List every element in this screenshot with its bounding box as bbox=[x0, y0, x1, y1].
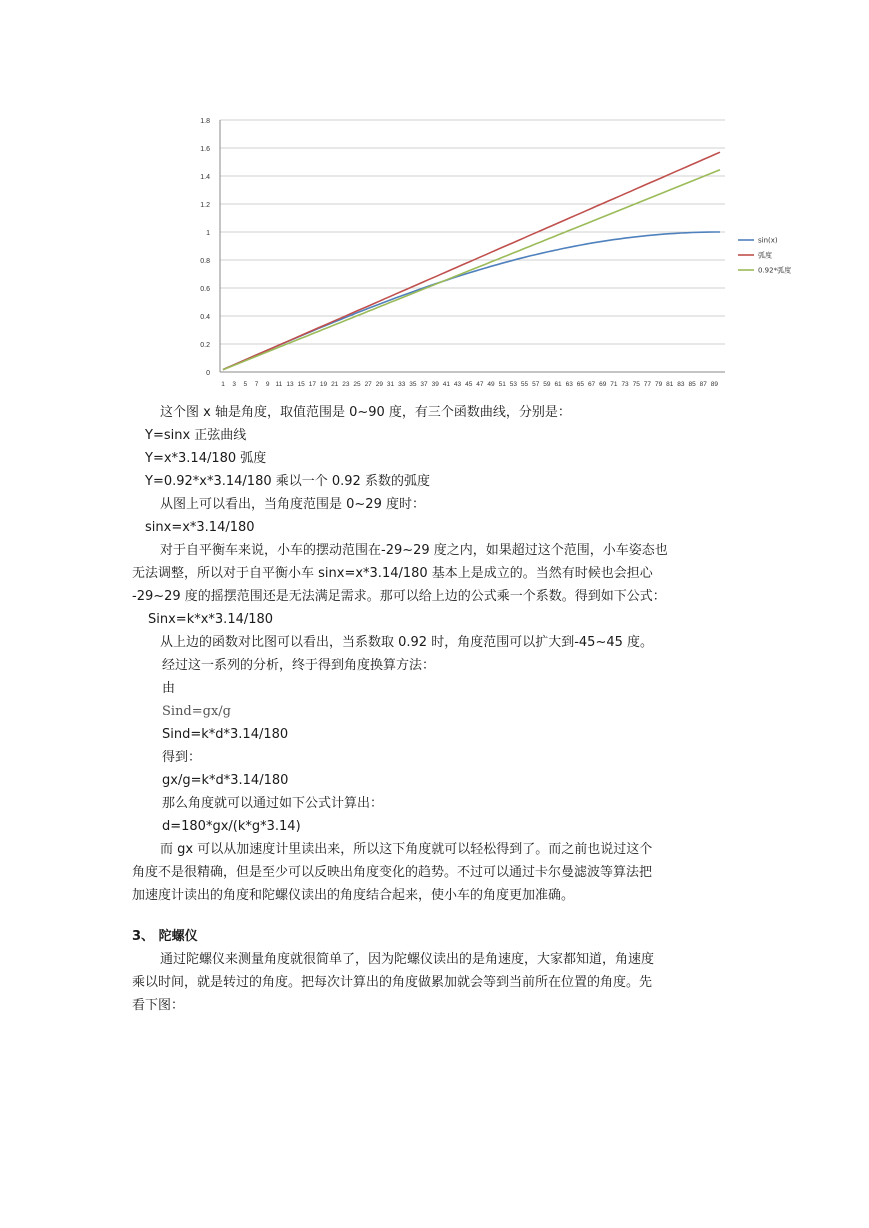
x-tick-label: 53 bbox=[509, 381, 517, 388]
x-tick-label: 79 bbox=[654, 381, 663, 388]
y-tick-label: 0.6 bbox=[200, 286, 210, 293]
y-tick-label: 0 bbox=[206, 370, 210, 377]
text-line: Y=sinx 正弦曲线 bbox=[145, 428, 247, 443]
text-line: gx/g=k*d*3.14/180 bbox=[162, 773, 289, 788]
x-tick-label: 13 bbox=[286, 381, 294, 388]
x-tick-label: 21 bbox=[331, 381, 339, 388]
series-line bbox=[223, 170, 720, 370]
text-line: 得到： bbox=[162, 750, 202, 765]
y-tick-label: 0.4 bbox=[200, 314, 210, 321]
x-tick-label: 33 bbox=[398, 381, 406, 388]
text-line: sinx=x*3.14/180 bbox=[145, 520, 255, 535]
text-line: Sinx=k*x*3.14/180 bbox=[148, 612, 274, 627]
x-tick-label: 77 bbox=[643, 381, 652, 388]
x-tick-label: 11 bbox=[275, 381, 283, 388]
series-line bbox=[223, 232, 720, 370]
x-tick-label: 81 bbox=[666, 381, 674, 388]
x-tick-label: 37 bbox=[420, 381, 428, 388]
x-tick-label: 47 bbox=[476, 381, 484, 388]
text-line: d=180*gx/(k*g*3.14) bbox=[162, 819, 301, 834]
x-tick-label: 67 bbox=[587, 381, 596, 388]
text-line: 加速度计读出的角度和陀螺仪读出的角度结合起来，使小车的角度更加准确。 bbox=[132, 888, 575, 903]
y-tick-label: 1.8 bbox=[200, 118, 210, 125]
x-tick-label: 3 bbox=[232, 381, 236, 388]
series-line bbox=[223, 152, 720, 369]
x-tick-label: 35 bbox=[409, 381, 417, 388]
x-tick-label: 1 bbox=[221, 381, 225, 388]
x-tick-label: 43 bbox=[453, 381, 462, 388]
y-tick-label: 1.4 bbox=[200, 174, 210, 181]
x-tick-label: 19 bbox=[319, 381, 328, 388]
text-line: 对于自平衡车来说，小车的摆动范围在-29~29 度之内，如果超过这个范围，小车姿态也 bbox=[160, 543, 668, 558]
text-line: Y=0.92*x*3.14/180 乘以一个 0.92 系数的弧度 bbox=[145, 474, 430, 489]
x-tick-label: 83 bbox=[677, 381, 685, 388]
legend-label: sin(x) bbox=[758, 236, 778, 245]
y-tick-label: 1.6 bbox=[200, 146, 210, 153]
text-line: Sind=k*d*3.14/180 bbox=[162, 727, 289, 742]
x-tick-label: 73 bbox=[621, 381, 629, 388]
section-heading: 3、 陀螺仪 bbox=[132, 929, 198, 944]
x-tick-label: 25 bbox=[353, 381, 361, 388]
x-tick-label: 39 bbox=[431, 381, 439, 388]
x-tick-label: 23 bbox=[342, 381, 350, 388]
text-line: 无法调整，所以对于自平衡小车 sinx=x*3.14/180 基本上是成立的。当然有时候也会担心 bbox=[132, 566, 653, 581]
legend-label: 弧度 bbox=[758, 251, 772, 260]
x-tick-label: 27 bbox=[364, 381, 372, 388]
text-line: 这个图 x 轴是角度，取值范围是 0~90 度，有三个函数曲线，分别是： bbox=[160, 405, 571, 420]
x-tick-label: 7 bbox=[254, 381, 259, 388]
x-tick-label: 71 bbox=[610, 381, 618, 388]
x-tick-label: 51 bbox=[498, 381, 506, 388]
x-tick-label: 75 bbox=[632, 381, 640, 388]
text-line: Y=x*3.14/180 弧度 bbox=[145, 451, 267, 466]
x-tick-label: 55 bbox=[520, 381, 529, 388]
x-tick-label: 17 bbox=[308, 381, 316, 388]
x-tick-label: 65 bbox=[576, 381, 585, 388]
text-line: 那么角度就可以通过如下公式计算出： bbox=[162, 796, 384, 811]
text-line: 乘以时间，就是转过的角度。把每次计算出的角度做累加就会等到当前所在位置的角度。先 bbox=[132, 975, 653, 990]
x-tick-label: 57 bbox=[532, 381, 540, 388]
x-tick-label: 89 bbox=[710, 381, 719, 388]
text-line: 角度不是很精确，但是至少可以反映出角度变化的趋势。不过可以通过卡尔曼滤波等算法把 bbox=[132, 865, 653, 880]
y-tick-label: 1.2 bbox=[200, 202, 210, 209]
x-tick-label: 15 bbox=[297, 381, 305, 388]
x-tick-label: 31 bbox=[386, 381, 395, 388]
x-tick-label: 49 bbox=[487, 381, 495, 388]
legend-label: 0.92*弧度 bbox=[758, 266, 792, 275]
x-tick-label: 29 bbox=[375, 381, 383, 388]
x-tick-label: 63 bbox=[565, 381, 573, 388]
x-tick-label: 69 bbox=[599, 381, 607, 388]
x-tick-label: 59 bbox=[543, 381, 551, 388]
text-line: 经过这一系列的分析，终于得到角度换算方法： bbox=[162, 658, 436, 673]
x-tick-label: 61 bbox=[554, 381, 562, 388]
text-line: 从图上可以看出，当角度范围是 0~29 度时： bbox=[160, 497, 425, 512]
text-line: 而 gx 可以从加速度计里读出来，所以这下角度就可以轻松得到了。而之前也说过这个 bbox=[160, 842, 653, 857]
angle-function-chart bbox=[180, 110, 792, 400]
y-tick-label: 0.8 bbox=[200, 258, 210, 265]
text-line: 由 bbox=[162, 681, 176, 696]
y-tick-label: 0.2 bbox=[200, 342, 210, 349]
text-line: 看下图： bbox=[132, 998, 185, 1013]
text-line: 从上边的函数对比图可以看出，当系数取 0.92 时，角度范围可以扩大到-45~45 度。 bbox=[160, 635, 654, 650]
text-line: 通过陀螺仪来测量角度就很简单了，因为陀螺仪读出的是角速度，大家都知道，角速度 bbox=[160, 952, 655, 967]
text-line: -29~29 度的摇摆范围还是无法满足需求。那可以给上边的公式乘一个系数。得到如下公式： bbox=[132, 589, 666, 604]
x-tick-label: 5 bbox=[243, 381, 248, 388]
x-tick-label: 85 bbox=[688, 381, 696, 388]
x-tick-label: 87 bbox=[699, 381, 707, 388]
y-tick-label: 1 bbox=[206, 230, 210, 237]
x-tick-label: 45 bbox=[465, 381, 473, 388]
x-tick-label: 9 bbox=[265, 381, 270, 388]
x-tick-label: 41 bbox=[442, 381, 450, 388]
text-line: Sind=gx/g bbox=[162, 704, 232, 719]
